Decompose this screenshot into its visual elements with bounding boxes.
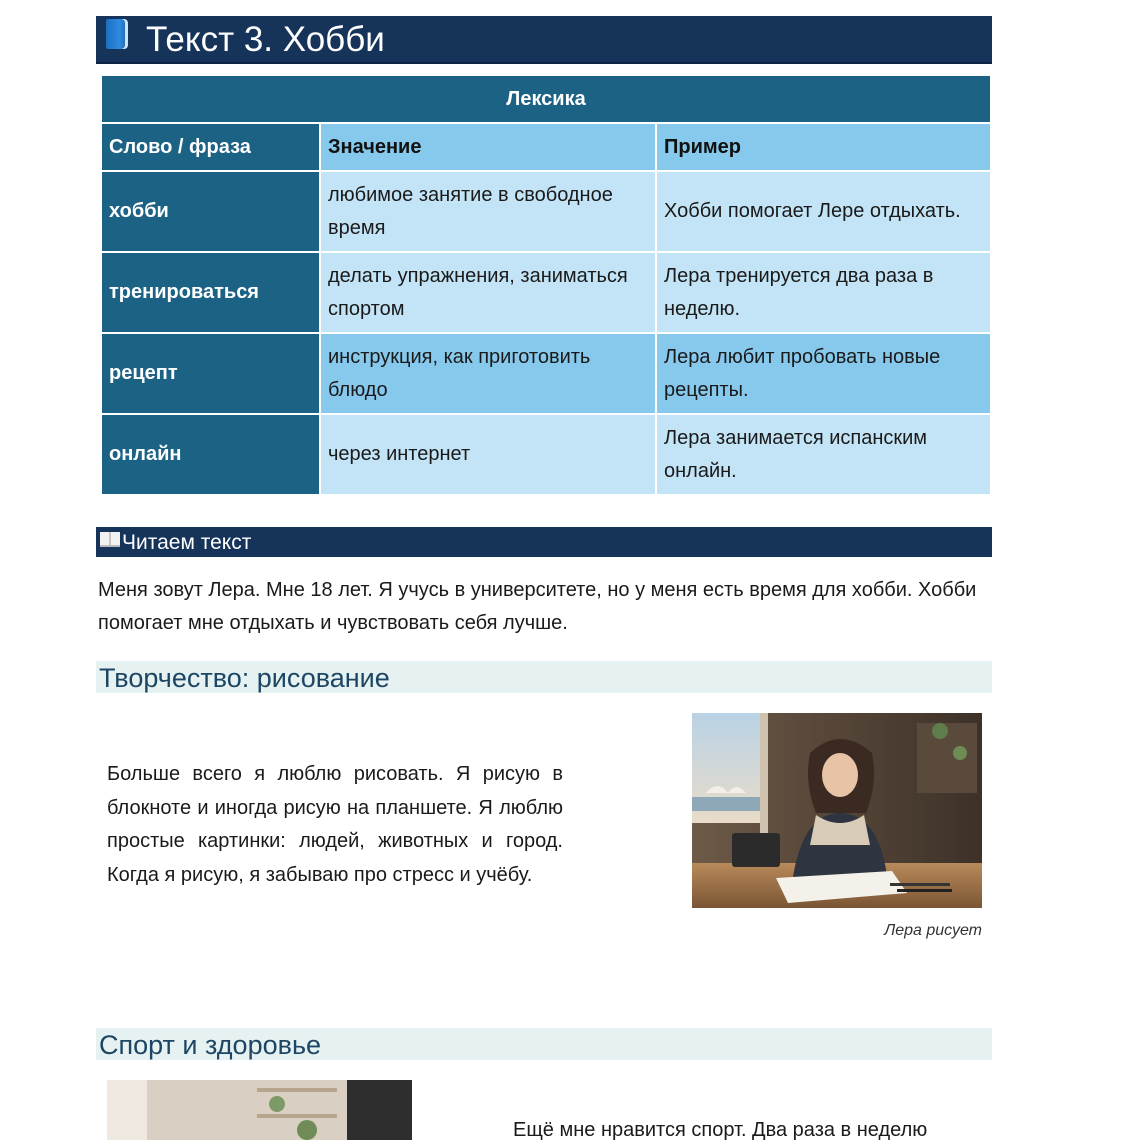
vocab-word: рецепт [101,333,320,414]
table-row [101,414,991,495]
vocab-example: Лера тренируется два раза в неделю. [656,252,991,333]
vocab-meaning: делать упражнения, заниматься спортом [320,252,656,333]
drawing-photo [692,713,982,908]
sport-photo [107,1080,412,1140]
sport-paragraph: Ещё мне нравится спорт. Два раза в неделю [513,1119,928,1141]
open-book-icon [100,532,120,547]
vocab-example: Лера занимается испанским онлайн. [656,414,991,495]
vocab-meaning: инструкция, как приготовить блюдо [320,333,656,414]
section-heading-drawing [96,661,992,693]
vocab-meaning: через интернет [320,414,656,495]
vocab-word: хобби [101,171,320,252]
vocab-word: тренироваться [101,252,320,333]
section-title: Творчество: рисование [99,663,390,693]
column-header-example: Пример [656,123,991,171]
vocabulary-table [100,74,992,496]
page-title: Текст 3. Хобби [146,20,385,59]
room-illustration [107,1080,412,1140]
table-row [101,333,991,414]
section-heading-sport [96,1028,992,1060]
vocab-word: онлайн [101,414,320,495]
column-header-word: Слово / фраза [101,123,320,171]
drawing-paragraph: Больше всего я люблю рисовать. Я рисую в блокноте и иногда рисую на планшете. Я люблю простые картинки: людей, животных и город. Когда я рисую, я забываю про стресс и учёбу. [107,763,563,886]
vocab-example: Хобби помогает Лере отдыхать. [656,171,991,252]
page-title-bar [96,16,992,64]
reading-heading: Читаем текст [122,531,252,554]
intro-paragraph: Меня зовут Лера. Мне 18 лет. Я учусь в университете, но у меня есть время для хобби. Хобби помогает мне отдыхать и чувствовать себя лучше. [98,579,977,634]
girl-drawing-illustration [692,713,982,908]
table-caption: Лексика [101,75,991,123]
section-title: Спорт и здоровье [99,1030,322,1060]
blue-book-icon [106,19,128,49]
reading-heading-bar [96,527,992,557]
table-row [101,252,991,333]
column-header-meaning: Значение [320,123,656,171]
table-row [101,171,991,252]
vocab-meaning: любимое занятие в свободное время [320,171,656,252]
vocab-example: Лера любит пробовать новые рецепты. [656,333,991,414]
photo-caption: Лера рисует [884,922,982,939]
